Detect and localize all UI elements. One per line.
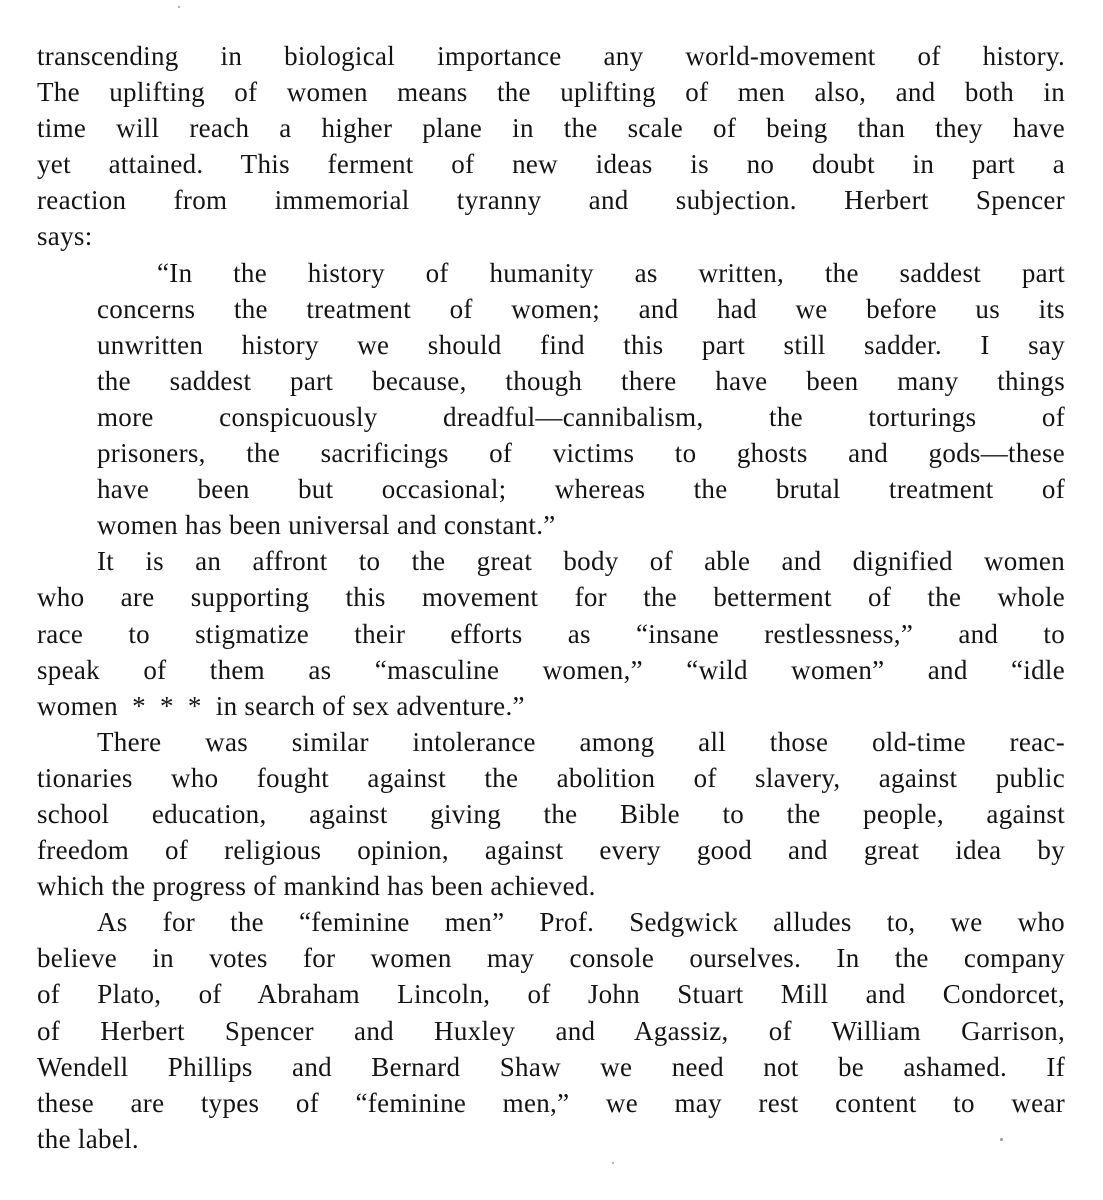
text-line: believe in votes for women may console ourselves. In the company — [37, 943, 1065, 974]
quote-line: “In the history of humanity as written, the saddest part — [157, 257, 1065, 288]
paragraph-4 — [37, 904, 1065, 1157]
paper-speck — [1000, 1138, 1003, 1141]
text-line: which the progress of mankind has been achieved. — [37, 871, 596, 902]
text-line: tionaries who fought against the abolition of slavery, against public — [37, 762, 1065, 793]
document-page — [37, 38, 1065, 1157]
text-line: There was similar intolerance among all those old-time reac- — [97, 726, 1065, 757]
paper-speck — [612, 1162, 614, 1164]
text-line: Wendell Phillips and Bernard Shaw we need not be ashamed. If — [37, 1051, 1065, 1082]
text-line: race to stigmatize their efforts as “insane restlessness,” and to — [37, 618, 1065, 649]
quote-line: more conspicuously dreadful—cannibalism, the torturings of — [97, 401, 1065, 432]
text-line: of Herbert Spencer and Huxley and Agassiz, of William Garrison, — [37, 1015, 1065, 1046]
text-line: women * * * in search of sex adventure.” — [37, 690, 525, 721]
text-line: transcending in biological importance any world-movement of history. — [37, 41, 1065, 71]
text-line: freedom of religious opinion, against every good and great idea by — [37, 835, 1065, 866]
text-line: school education, against giving the Bible to the people, against — [37, 798, 1065, 829]
text-line: yet attained. This ferment of new ideas is no doubt in part a — [37, 149, 1065, 180]
text-line: the label. — [37, 1123, 139, 1154]
quote-line: prisoners, the sacrificings of victims to ghosts and gods—these — [97, 438, 1065, 469]
paper-speck — [178, 6, 180, 8]
quote-line: concerns the treatment of women; and had we before us its — [97, 293, 1065, 324]
quote-line: the saddest part because, though there have been many things — [97, 365, 1065, 396]
text-line: speak of them as “masculine women,” “wild women” and “idle — [37, 654, 1065, 685]
quote-line: unwritten history we should find this part still sadder. I say — [97, 329, 1065, 360]
block-quote — [97, 255, 1065, 544]
quote-line: women has been universal and constant.” — [97, 510, 556, 541]
text-line: As for the “feminine men” Prof. Sedgwick alludes to, we who — [97, 907, 1065, 938]
paragraph-3 — [37, 724, 1065, 904]
text-line: reaction from immemorial tyranny and subjection. Herbert Spencer — [37, 185, 1065, 216]
text-line: these are types of “feminine men,” we may rest content to wear — [37, 1087, 1065, 1118]
text-line: The uplifting of women means the uplifting of men also, and both in — [37, 77, 1065, 108]
text-line: says: — [37, 221, 93, 252]
text-line: who are supporting this movement for the betterment of the whole — [37, 582, 1065, 613]
quote-line: have been but occasional; whereas the brutal treatment of — [97, 474, 1065, 505]
text-line: of Plato, of Abraham Lincoln, of John Stuart Mill and Condorcet, — [37, 979, 1065, 1010]
text-line: It is an affront to the great body of able and dignified women — [97, 546, 1065, 577]
paragraph-1 — [37, 38, 1065, 255]
paragraph-2 — [37, 543, 1065, 723]
text-line: time will reach a higher plane in the scale of being than they have — [37, 113, 1065, 144]
